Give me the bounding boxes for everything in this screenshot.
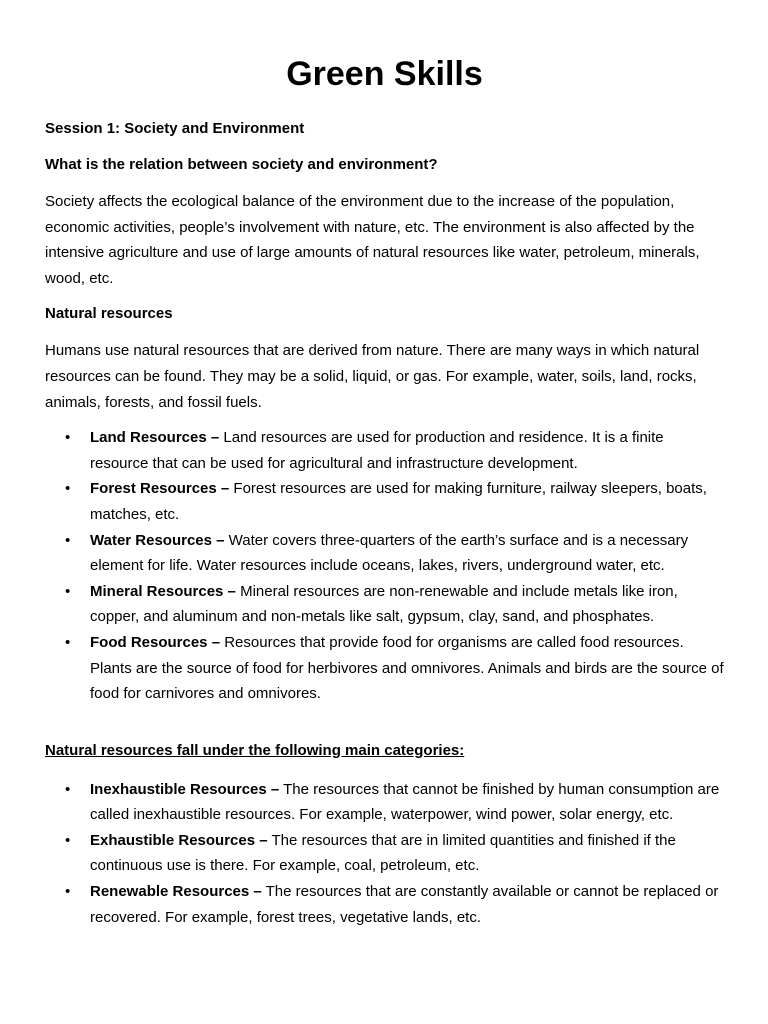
natural-resources-paragraph: Humans use natural resources that are derived from nature. There are many ways in which natural resources can be found. They may be a solid, liquid, or gas. For example, water, soils, land, rocks, animals, forests, and fossil fuels.: [45, 342, 700, 411]
list-item: [45, 476, 724, 527]
list-item-text: Forest resources are used for making furniture, railway sleepers, boats, matches, etc.: [90, 480, 707, 523]
list-item: [45, 828, 724, 879]
list-item-term: Inexhaustible Resources –: [90, 780, 280, 798]
list-item-term: Renewable Resources –: [90, 883, 262, 901]
list-item-term: Forest Resources –: [90, 480, 230, 498]
list-item: [45, 630, 724, 707]
categories-heading: Natural resources fall under the following main categories:: [45, 741, 465, 759]
list-item-text: The resources that are constantly available or cannot be replaced or recovered. For example, forest trees, vegetative lands, etc.: [90, 883, 719, 926]
list-item-term: Food Resources –: [90, 633, 221, 651]
resource-types-list: [45, 425, 724, 707]
list-item: [45, 579, 724, 630]
list-item-term: Land Resources –: [90, 429, 220, 447]
list-item: [45, 425, 724, 476]
list-item-term: Mineral Resources –: [90, 582, 236, 600]
list-item-text: The resources that are in limited quantities and finished if the continuous use is there. For example, coal, petroleum, etc.: [90, 831, 676, 875]
list-item-term: Exhaustible Resources –: [90, 831, 268, 849]
list-item-text: The resources that cannot be finished by human consumption are called inexhaustible resources. For example, waterpower, wind power, solar energy, etc.: [90, 780, 720, 824]
bullet-icon: •: [65, 831, 71, 849]
list-item-text: Resources that provide food for organisms are called food resources. Plants are the source of food for herbivores and omnivores. Animals and birds are the source of food for carnivores and omnivores.: [90, 633, 724, 703]
list-item: [45, 528, 724, 579]
list-item: [45, 879, 724, 930]
session-heading: Session 1: Society and Environment: [45, 120, 305, 137]
bullet-icon: •: [65, 582, 71, 600]
natural-resources-heading: Natural resources: [45, 305, 173, 323]
list-item-text: Water covers three-quarters of the earth’s surface and is a necessary element for life. Water resources include oceans, lakes, rivers, underground water, etc.: [90, 531, 689, 575]
bullet-icon: •: [65, 780, 71, 798]
bullet-icon: •: [65, 480, 71, 498]
bullet-icon: •: [65, 633, 71, 651]
bullet-icon: •: [65, 531, 71, 549]
bullet-icon: •: [65, 429, 71, 447]
document-body: [45, 118, 724, 930]
list-item-text: Land resources are used for production and residence. It is a finite resource that can be used for agricultural and infrastructure development.: [90, 429, 664, 472]
question-heading: What is the relation between society and environment?: [45, 156, 438, 173]
page-title: Green Skills: [286, 55, 483, 93]
bullet-icon: •: [65, 883, 71, 901]
list-item: [45, 777, 724, 828]
list-item-term: Water Resources –: [90, 531, 225, 549]
list-item-text: Mineral resources are non-renewable and include metals like iron, copper, and aluminum and non-metals like salt, gypsum, clay, sand, and phosphates.: [90, 582, 678, 626]
categories-list: [45, 777, 724, 931]
intro-paragraph: Society affects the ecological balance of the environment due to the increase of the population, economic activities, people’s involvement with nature, etc. The environment is also affected by the intensive agriculture and use of large amounts of natural resources like water, petroleum, minerals, wood, etc.: [45, 193, 700, 287]
